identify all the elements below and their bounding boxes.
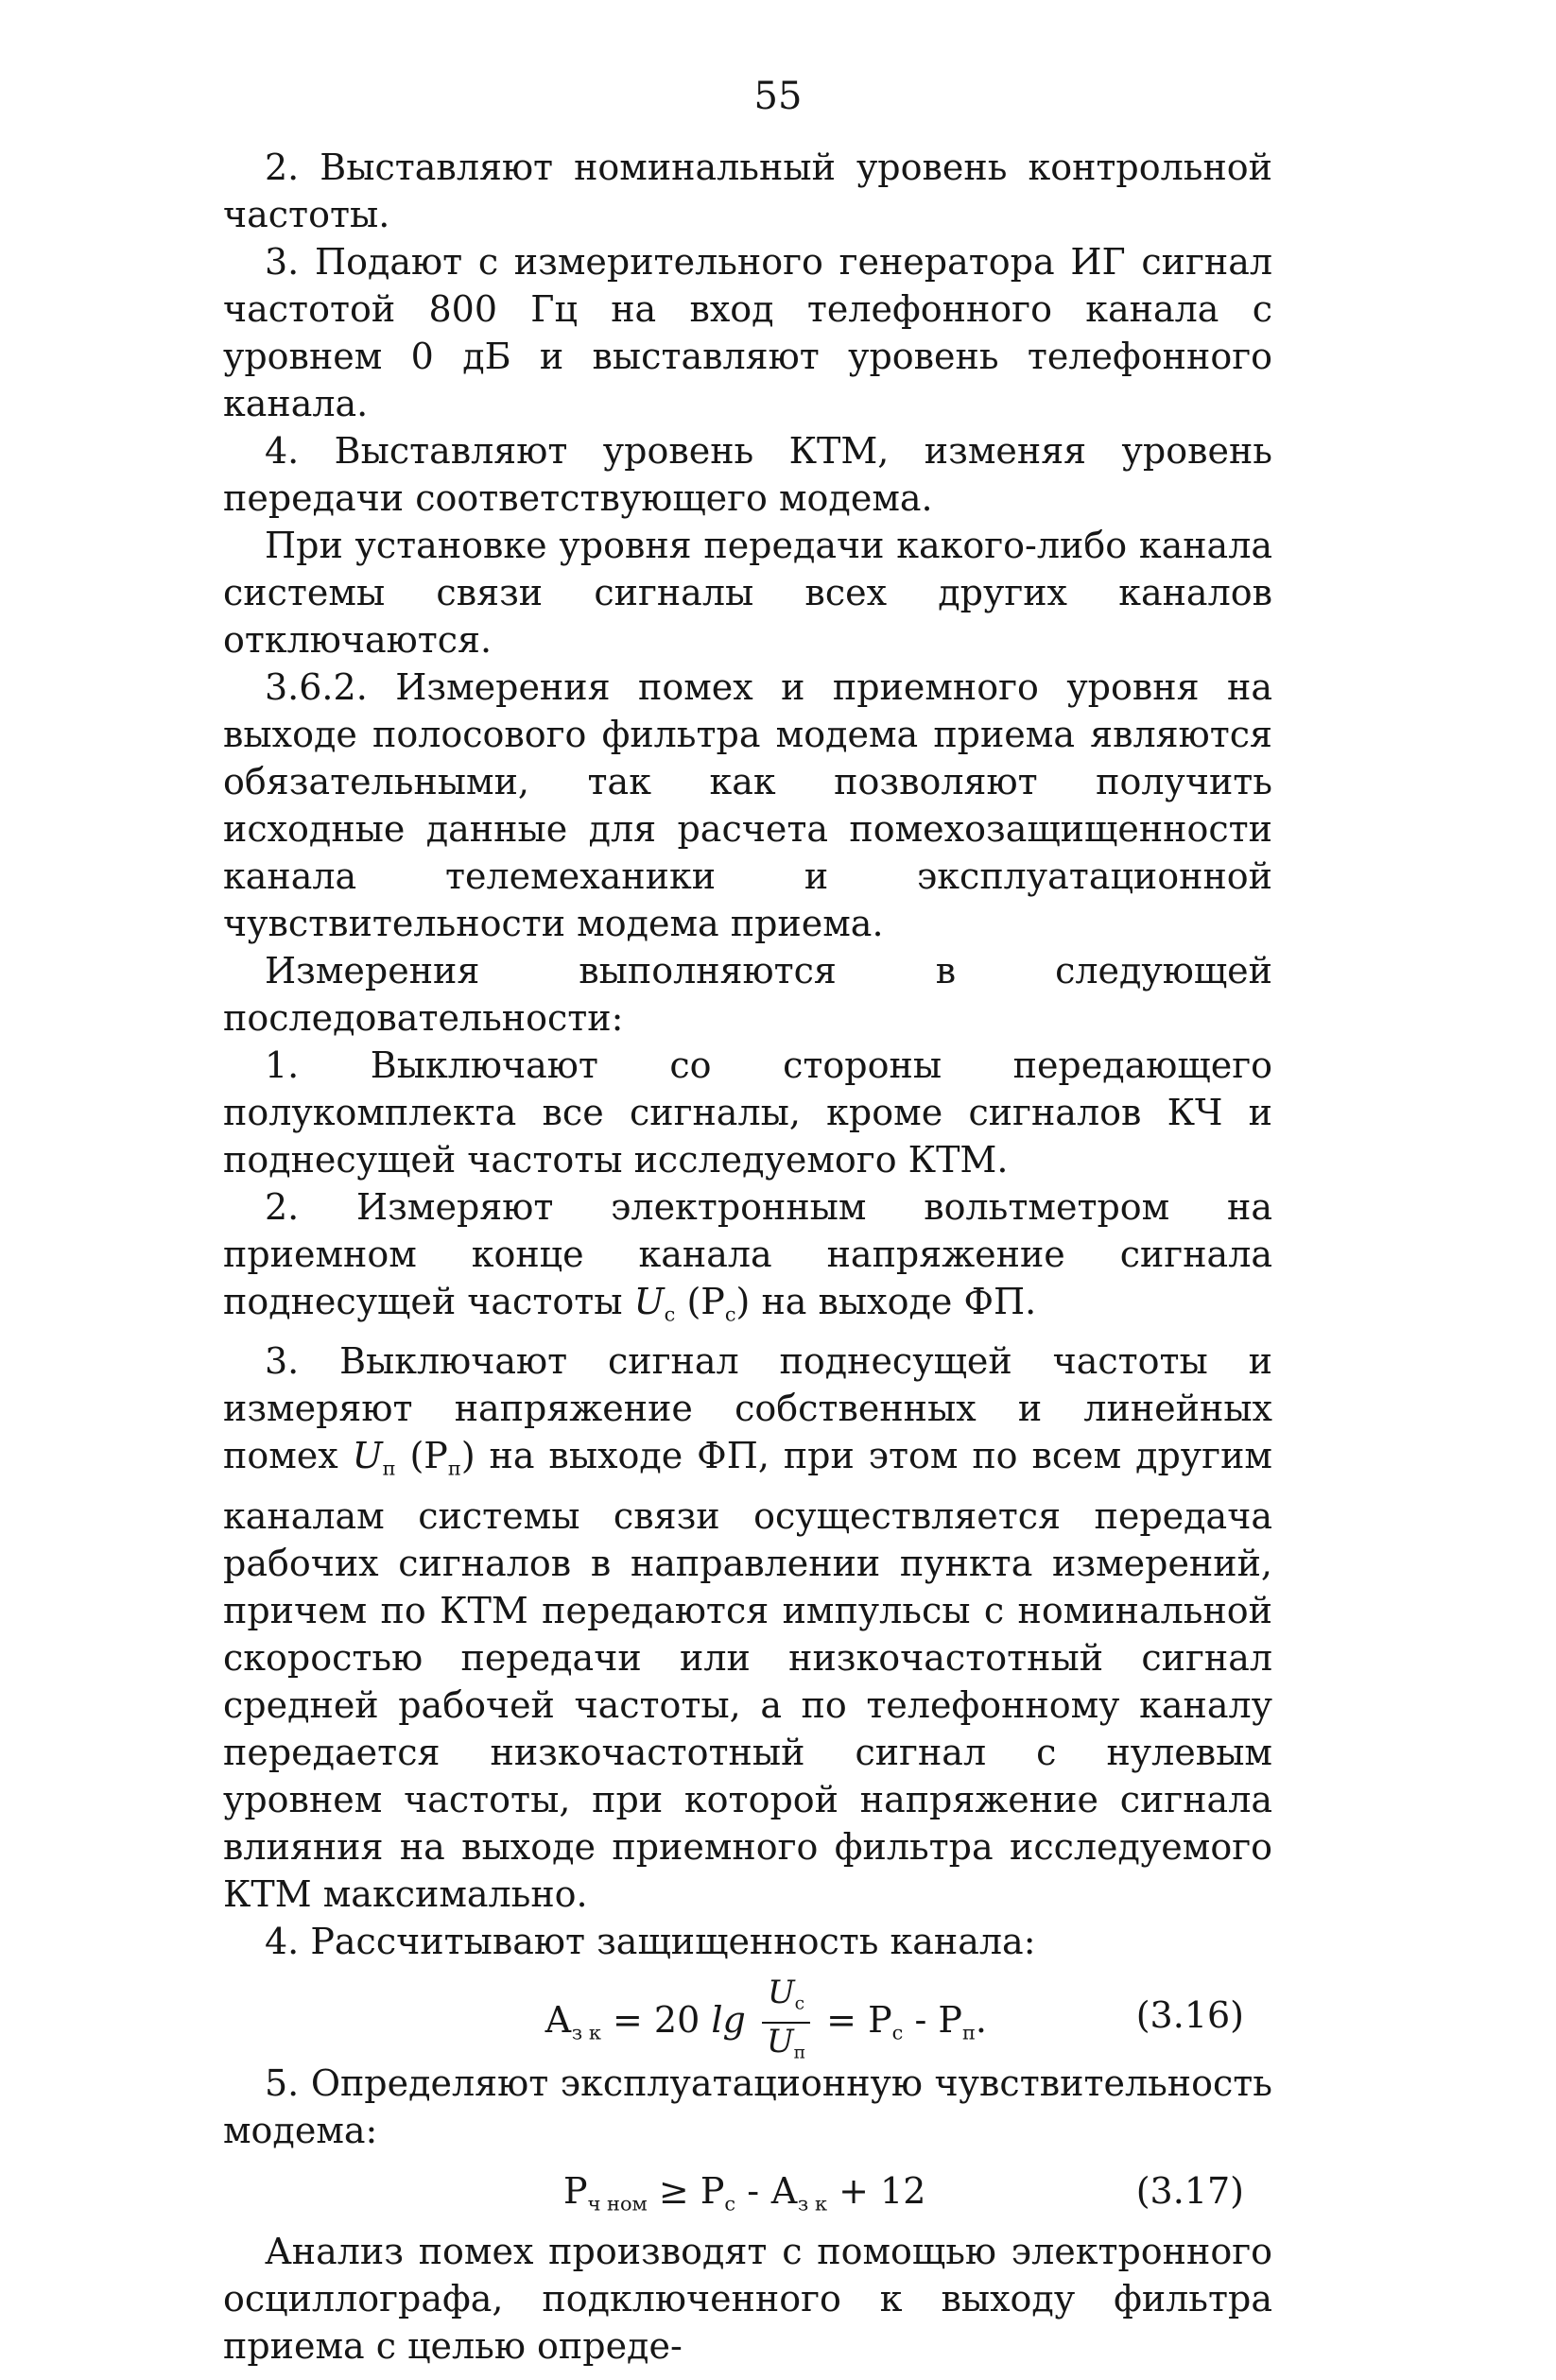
step-3-paragraph: 3. Подают с измерительного генератора ИГ сигнал частотой 800 Гц на вход телефонного канала с уровнем 0 дБ и выставляют уровень телефонного канала. — [223, 241, 1272, 424]
equation-3-17-number: (3.17) — [1135, 2169, 1244, 2212]
measure-step-4-paragraph: 4. Рассчитывают защищенность канала: — [265, 1920, 1036, 1962]
eq317-a: P — [700, 2169, 725, 2212]
eq317-b-subscript: з к — [797, 2191, 827, 2215]
measure-step-3-text-a: 3. Выключают сигнал поднесущей частоты и измеряют напряжение собственных и линейных помех — [223, 1340, 1272, 1477]
eq316-rhs-a: P — [868, 1998, 892, 2041]
pp-open: (P — [409, 1435, 448, 1477]
eq316-fraction — [761, 1975, 811, 2072]
equation-3-17 — [563, 2167, 925, 2227]
eq316-coefficient: 20 — [653, 1998, 700, 2041]
equation-3-17-row — [223, 2162, 1272, 2220]
measure-step-3-text-b: на выходе ФП, при этом по всем другим каналам системы связи осуществляется передача рабочих сигналов в направлении пункта измерений, причем по КТМ передаются импульсы с номинальной скоростью передачи или низкочастотный сигнал средней рабочей частоты, а по телефонному каналу передается низкочастотный сигнал с нулевым уровнем частоты, при которой напряжение сигнала влияния на выходе приемного фильтра исследуемого КТМ максимально. — [223, 1435, 1272, 1915]
uc-subscript: c — [664, 1302, 676, 1326]
eq316-numerator — [762, 1975, 810, 2025]
page-number: 55 — [753, 75, 803, 118]
step-2-paragraph: 2. Выставляют номинальный уровень контрольной частоты. — [223, 147, 1272, 235]
pc-close: ) — [735, 1281, 751, 1322]
eq316-rhs-a-subscript: c — [891, 2020, 904, 2044]
eq316-rhs-b-subscript: п — [961, 2020, 976, 2044]
eq317-plus: + — [839, 2169, 869, 2212]
eq316-lhs: А — [545, 1998, 572, 2041]
eq316-minus: - — [914, 1998, 927, 2041]
body-text — [223, 144, 1272, 2370]
eq316-log: lg — [711, 1998, 746, 2041]
analysis-paragraph: Анализ помех производят с помощью электронного осциллографа, подключенного к выходу фильтра приема с целью опреде- — [223, 2230, 1272, 2367]
up-symbol: U — [352, 1435, 383, 1477]
eq316-end: . — [975, 1998, 988, 2041]
eq317-b: А — [770, 2169, 798, 2212]
measure-step-3-paragraph — [223, 1337, 1272, 1917]
measure-step-2-text-a: 2. Измеряют электронным вольтметром на приемном конце канала напряжение сигнала поднесущей частоты — [223, 1186, 1272, 1322]
note-paragraph: При установке уровня передачи какого-либо канала системы связи сигналы всех других каналов отключаются. — [223, 525, 1272, 661]
eq317-lhs-subscript: ч ном — [587, 2191, 648, 2215]
eq316-denominator — [761, 2024, 811, 2072]
section-3-6-2-paragraph: 3.6.2. Измерения помех и приемного уровня на выходе полосового фильтра модема приема являются обязательными, так как позволяют получить исходные данные для расчета помехозащищенности канала телемеханики и эксплуатационной чувствительности модема приема. — [223, 666, 1272, 944]
eq316-equals: = — [612, 1998, 643, 2041]
eq317-constant: 12 — [880, 2169, 926, 2212]
step-4-paragraph: 4. Выставляют уровень КТМ, изменяя уровень передачи соответствующего модема. — [223, 430, 1272, 519]
eq316-den-subscript: п — [793, 2043, 806, 2063]
equation-3-16-number: (3.16) — [1135, 1993, 1244, 2036]
up-subscript: п — [382, 1457, 396, 1480]
measure-step-2-text-b: на выходе ФП. — [761, 1281, 1037, 1322]
eq316-num-subscript: c — [794, 1993, 805, 2014]
equation-3-16-row — [223, 1971, 1272, 2063]
pc-subscript: c — [724, 1302, 736, 1326]
equation-3-16 — [545, 1975, 987, 2072]
eq317-a-subscript: с — [724, 2191, 736, 2215]
measure-step-2-paragraph — [223, 1183, 1272, 1337]
eq317-minus: - — [747, 2169, 760, 2212]
eq316-num-u: U — [767, 1973, 795, 2011]
eq317-lhs: P — [563, 2169, 588, 2212]
pc-open: (P — [686, 1281, 725, 1322]
uc-symbol: U — [633, 1281, 665, 1322]
pp-close: ) — [460, 1435, 475, 1477]
measure-step-1-paragraph: 1. Выключают со стороны передающего полукомплекта все сигналы, кроме сигналов КЧ и поднесущей частоты исследуемого КТМ. — [223, 1044, 1272, 1181]
eq316-equals-2: = — [826, 1998, 856, 2041]
measure-step-5-paragraph: 5. Определяют эксплуатационную чувствительность модема: — [223, 2061, 1272, 2151]
pp-subscript: п — [447, 1457, 461, 1480]
eq316-den-u: U — [766, 2023, 794, 2061]
eq317-geq: ≥ — [658, 2169, 689, 2212]
eq316-rhs-b: P — [938, 1998, 962, 2041]
eq316-lhs-subscript: з к — [571, 2020, 601, 2044]
sequence-paragraph: Измерения выполняются в следующей последовательности: — [223, 950, 1272, 1039]
